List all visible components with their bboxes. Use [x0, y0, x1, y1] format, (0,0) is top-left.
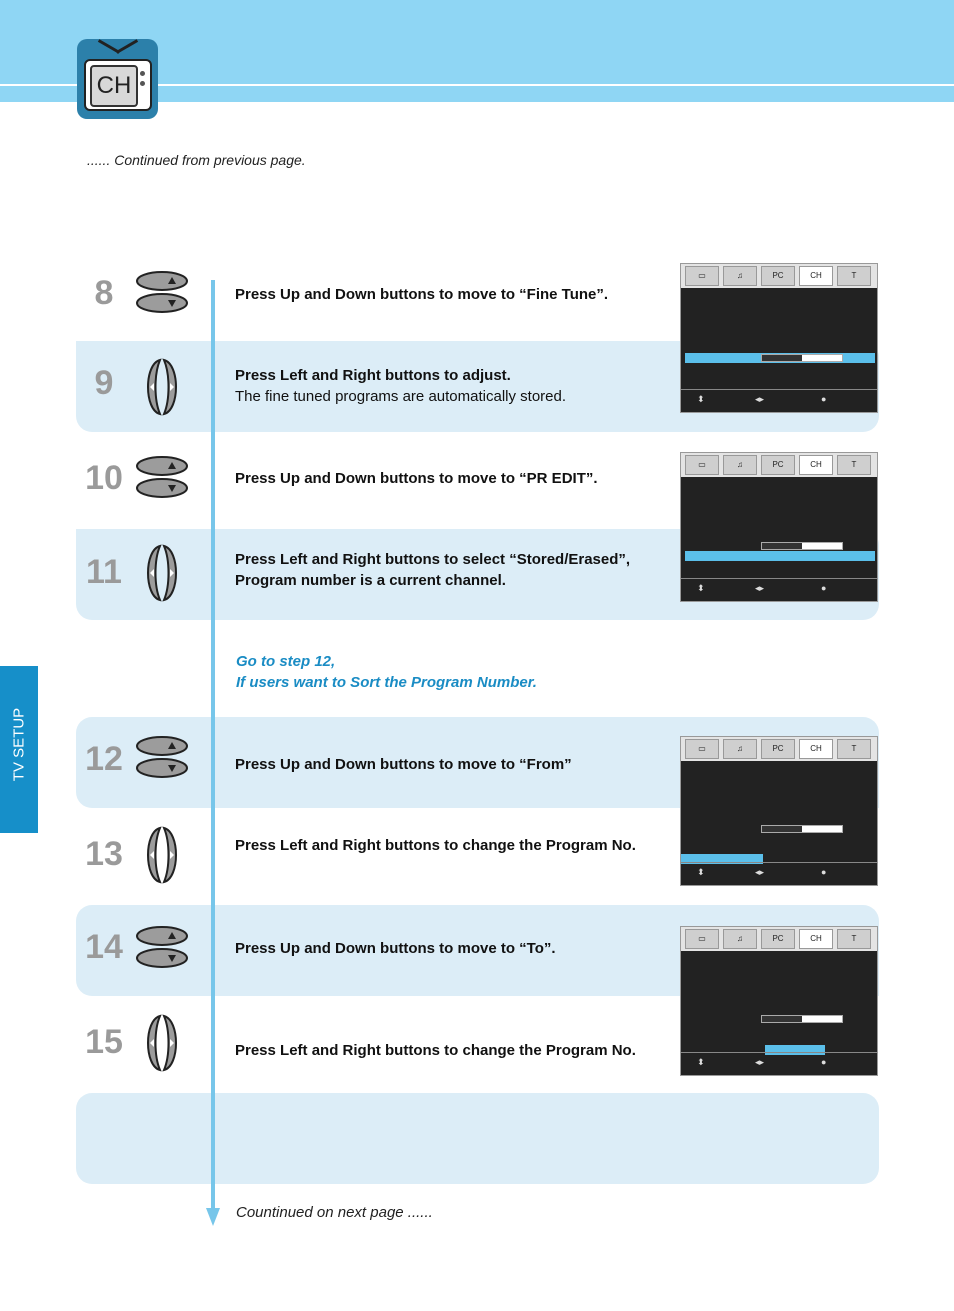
- left-right-icon: ◂▸: [755, 394, 765, 404]
- left-right-button-icon: [138, 356, 186, 418]
- step-number: 12: [85, 740, 123, 778]
- picture-tab-icon: ▭: [685, 929, 719, 949]
- step-line-1: Press Left and Right buttons to select “Stored/Erased”,: [235, 551, 631, 568]
- note-line-2: If users want to Sort the Program Number.: [236, 674, 537, 691]
- flow-arrow-icon: [206, 1208, 220, 1226]
- up-down-icon: ⬍: [697, 583, 705, 593]
- step-instruction: [235, 365, 566, 407]
- function-tab-icon: T: [837, 929, 871, 949]
- sound-tab-icon: ♫: [723, 929, 757, 949]
- step-instruction: [235, 754, 572, 775]
- osd-footer: [681, 862, 877, 885]
- step-line-1: Press Up and Down buttons to move to “PR EDIT”.: [235, 470, 598, 487]
- osd-footer: [681, 1052, 877, 1075]
- pc-tab-icon: PC: [761, 739, 795, 759]
- sort-note: [236, 651, 537, 693]
- step-line-1: Press Left and Right buttons to adjust.: [235, 367, 511, 384]
- step-number: 13: [85, 835, 123, 873]
- enter-icon: ●: [821, 394, 827, 404]
- step-number: 15: [85, 1023, 123, 1061]
- ch-tab-icon: CH: [799, 266, 833, 286]
- osd-slider: [761, 542, 843, 550]
- function-tab-icon: T: [837, 266, 871, 286]
- enter-icon: ●: [821, 867, 827, 877]
- left-right-icon: ◂▸: [755, 867, 765, 877]
- side-section-tab: [0, 666, 38, 833]
- step-line-1: Press Up and Down buttons to move to “To”.: [235, 940, 556, 957]
- enter-icon: ●: [821, 1057, 827, 1067]
- picture-tab-icon: ▭: [685, 455, 719, 475]
- osd-screen: [680, 452, 878, 602]
- osd-menu-tabs: [681, 264, 877, 288]
- step-line-2: The fine tuned programs are automatically stored.: [235, 388, 567, 405]
- osd-slider: [761, 825, 843, 833]
- continued-from-text: ...... Continued from previous page.: [87, 152, 306, 168]
- picture-tab-icon: ▭: [685, 266, 719, 286]
- step-number: 10: [85, 459, 123, 497]
- up-down-icon: ⬍: [697, 1057, 705, 1067]
- step-number: 14: [85, 928, 123, 966]
- continued-next-text: Countinued on next page ......: [236, 1204, 433, 1221]
- osd-menu-tabs: [681, 737, 877, 761]
- up-down-button-icon: [134, 925, 190, 969]
- ch-tab-icon: CH: [799, 739, 833, 759]
- step-instruction: [235, 284, 608, 305]
- up-down-icon: ⬍: [697, 394, 705, 404]
- osd-footer: [681, 389, 877, 412]
- function-tab-icon: T: [837, 739, 871, 759]
- picture-tab-icon: ▭: [685, 739, 719, 759]
- side-tab-label: TV SETUP: [10, 707, 28, 782]
- left-right-button-icon: [138, 824, 186, 886]
- step-line-1: Press Left and Right buttons to change the Program No.: [235, 837, 636, 854]
- ch-tv-icon: [77, 39, 158, 119]
- ch-tab-icon: CH: [799, 929, 833, 949]
- step-line-1: Press Left and Right buttons to change the Program No.: [235, 1042, 636, 1059]
- step-number: 8: [94, 274, 114, 312]
- ch-icon-label: CH: [90, 65, 138, 107]
- pc-tab-icon: PC: [761, 455, 795, 475]
- osd-slider: [761, 354, 843, 362]
- step-line-1: Press Up and Down buttons to move to “Fine Tune”.: [235, 286, 609, 303]
- step-instruction: [235, 468, 598, 489]
- step-instruction: [235, 1040, 636, 1061]
- osd-highlight: [685, 551, 875, 561]
- left-right-icon: ◂▸: [755, 583, 765, 593]
- osd-footer: [681, 578, 877, 601]
- step-line-1: Press Up and Down buttons to move to “From”: [235, 756, 572, 773]
- osd-screen: [680, 736, 878, 886]
- note-line-1: Go to step 12,: [236, 653, 336, 670]
- osd-screen: [680, 263, 878, 413]
- function-tab-icon: T: [837, 455, 871, 475]
- step-number: 9: [94, 364, 114, 402]
- left-right-button-icon: [138, 1012, 186, 1074]
- enter-icon: ●: [821, 583, 827, 593]
- step-number: 11: [86, 553, 122, 591]
- sound-tab-icon: ♫: [723, 266, 757, 286]
- ch-tab-icon: CH: [799, 455, 833, 475]
- step-instruction: [235, 549, 630, 591]
- osd-slider: [761, 1015, 843, 1023]
- sound-tab-icon: ♫: [723, 739, 757, 759]
- osd-screen: [680, 926, 878, 1076]
- step-instruction: [235, 938, 556, 959]
- sound-tab-icon: ♫: [723, 455, 757, 475]
- left-right-icon: ◂▸: [755, 1057, 765, 1067]
- pc-tab-icon: PC: [761, 929, 795, 949]
- left-right-button-icon: [138, 542, 186, 604]
- osd-menu-tabs: [681, 927, 877, 951]
- flow-line: [211, 280, 215, 1215]
- up-down-button-icon: [134, 735, 190, 779]
- step-instruction: [235, 835, 636, 856]
- step-panel-blank: [76, 1093, 879, 1184]
- step-line-2: Program number is a current channel.: [235, 572, 506, 589]
- pc-tab-icon: PC: [761, 266, 795, 286]
- up-down-button-icon: [134, 455, 190, 499]
- osd-menu-tabs: [681, 453, 877, 477]
- up-down-button-icon: [134, 270, 190, 314]
- up-down-icon: ⬍: [697, 867, 705, 877]
